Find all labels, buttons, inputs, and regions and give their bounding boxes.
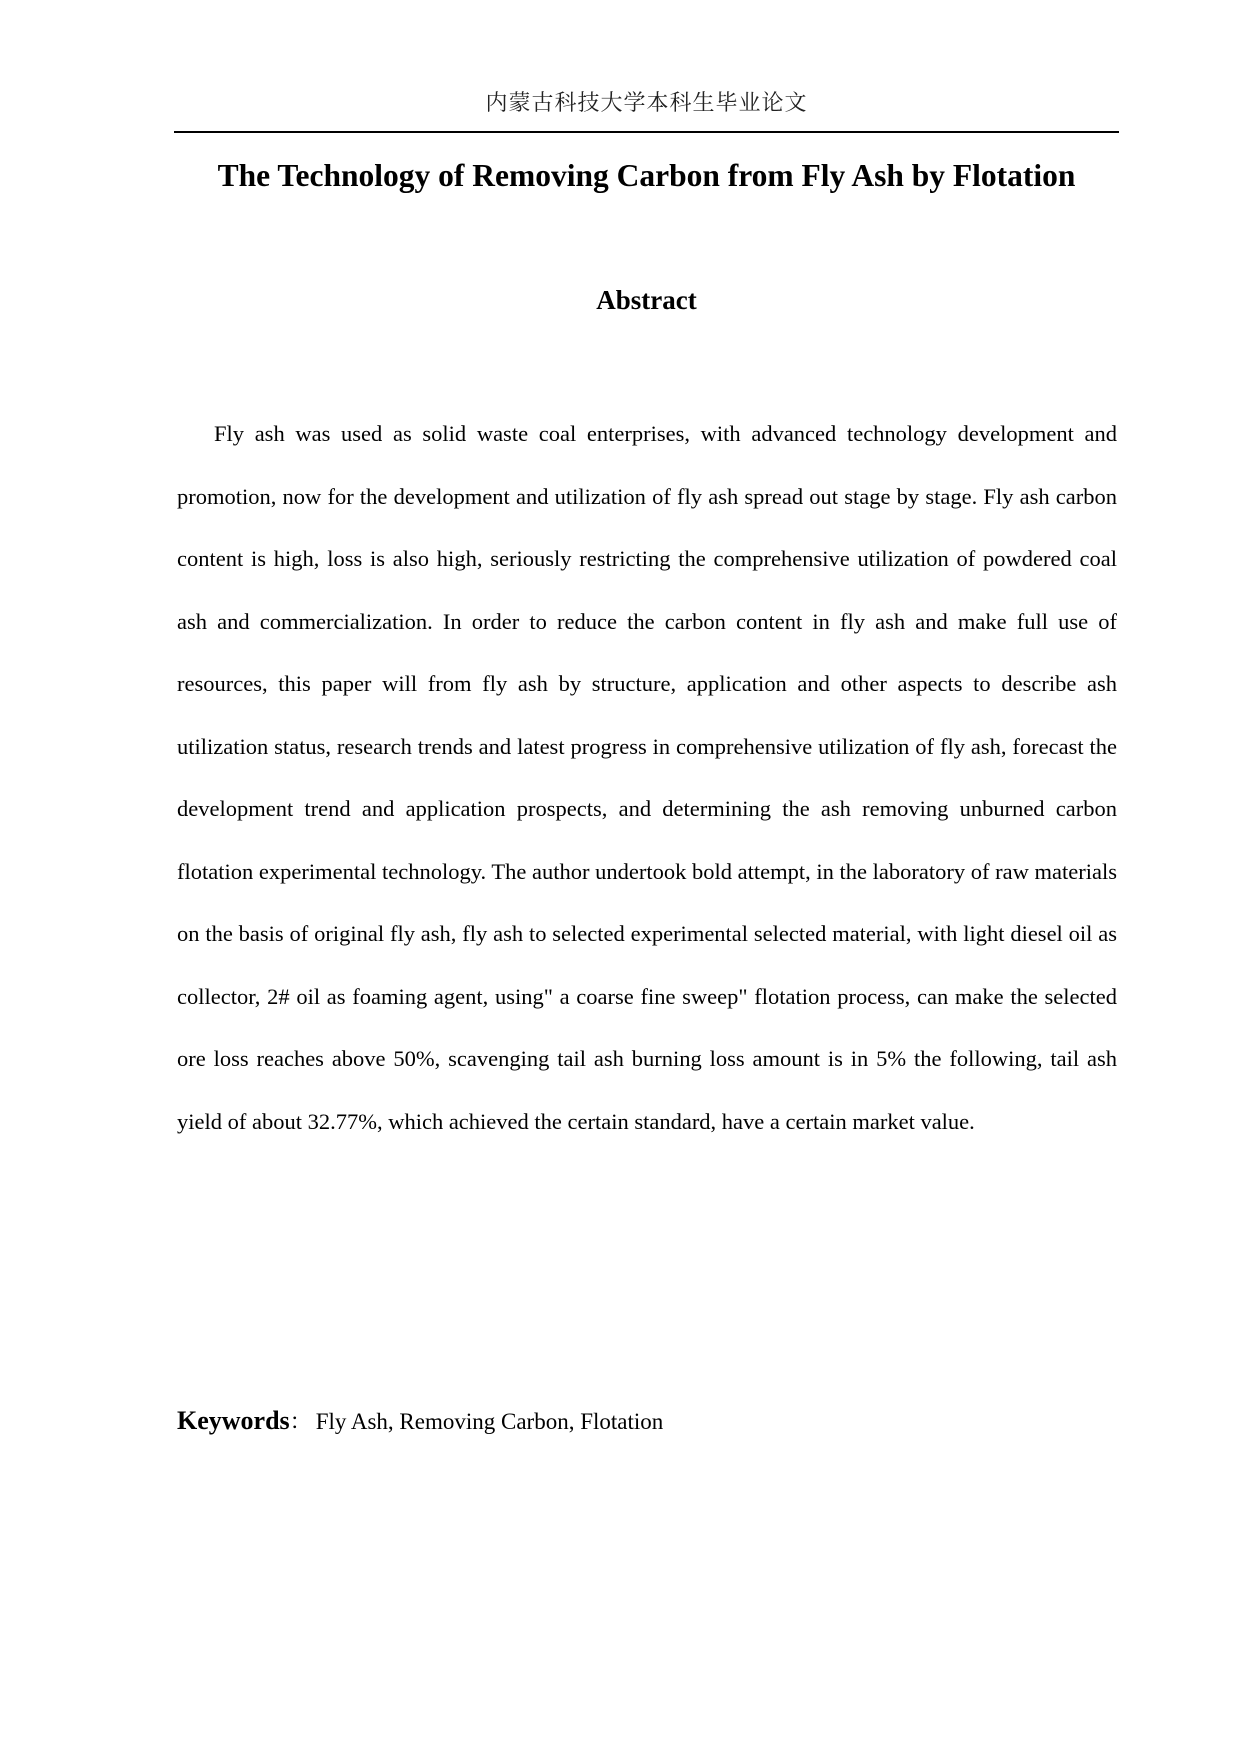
keywords-line [177,1405,1117,1436]
header-divider [174,131,1119,133]
running-header: 内蒙古科技大学本科生毕业论文 [485,91,808,116]
abstract-heading: Abstract [596,285,697,315]
keywords-label: Keywords [177,1406,290,1435]
keywords-separator: ： [289,1409,312,1434]
paper-title: The Technology of Removing Carbon from Fly Ash by Flotation [217,158,1076,193]
abstract-body: Fly ash was used as solid waste coal enterprises, with advanced technology development and promotion, now for the development and utilization of fly ash spread out stage by stage. Fly ash carbon content is high, loss is also high, seriously restricting the comprehensive utilization of powdered coal ash and commercialization. In order to reduce the carbon content in fly ash and make full use of resources, this paper will from fly ash by structure, application and other aspects to describe ash utilization status, research trends and latest progress in comprehensive utilization of fly ash, forecast the development trend and application prospects, and determining the ash removing unburned carbon flotation experimental technology. The author undertook bold attempt, in the laboratory of raw materials on the basis of original fly ash, fly ash to selected experimental selected material, with light diesel oil as collector, 2# oil as foaming agent, using" a coarse fine sweep" flotation process, can make the selected ore loss reaches above 50%, scavenging tail ash burning loss amount is in 5% the following, tail ash yield of about 32.77%, which achieved the certain standard, have a certain market value. [177,421,1117,1134]
keywords-value: Fly Ash, Removing Carbon, Flotation [315,1409,664,1434]
